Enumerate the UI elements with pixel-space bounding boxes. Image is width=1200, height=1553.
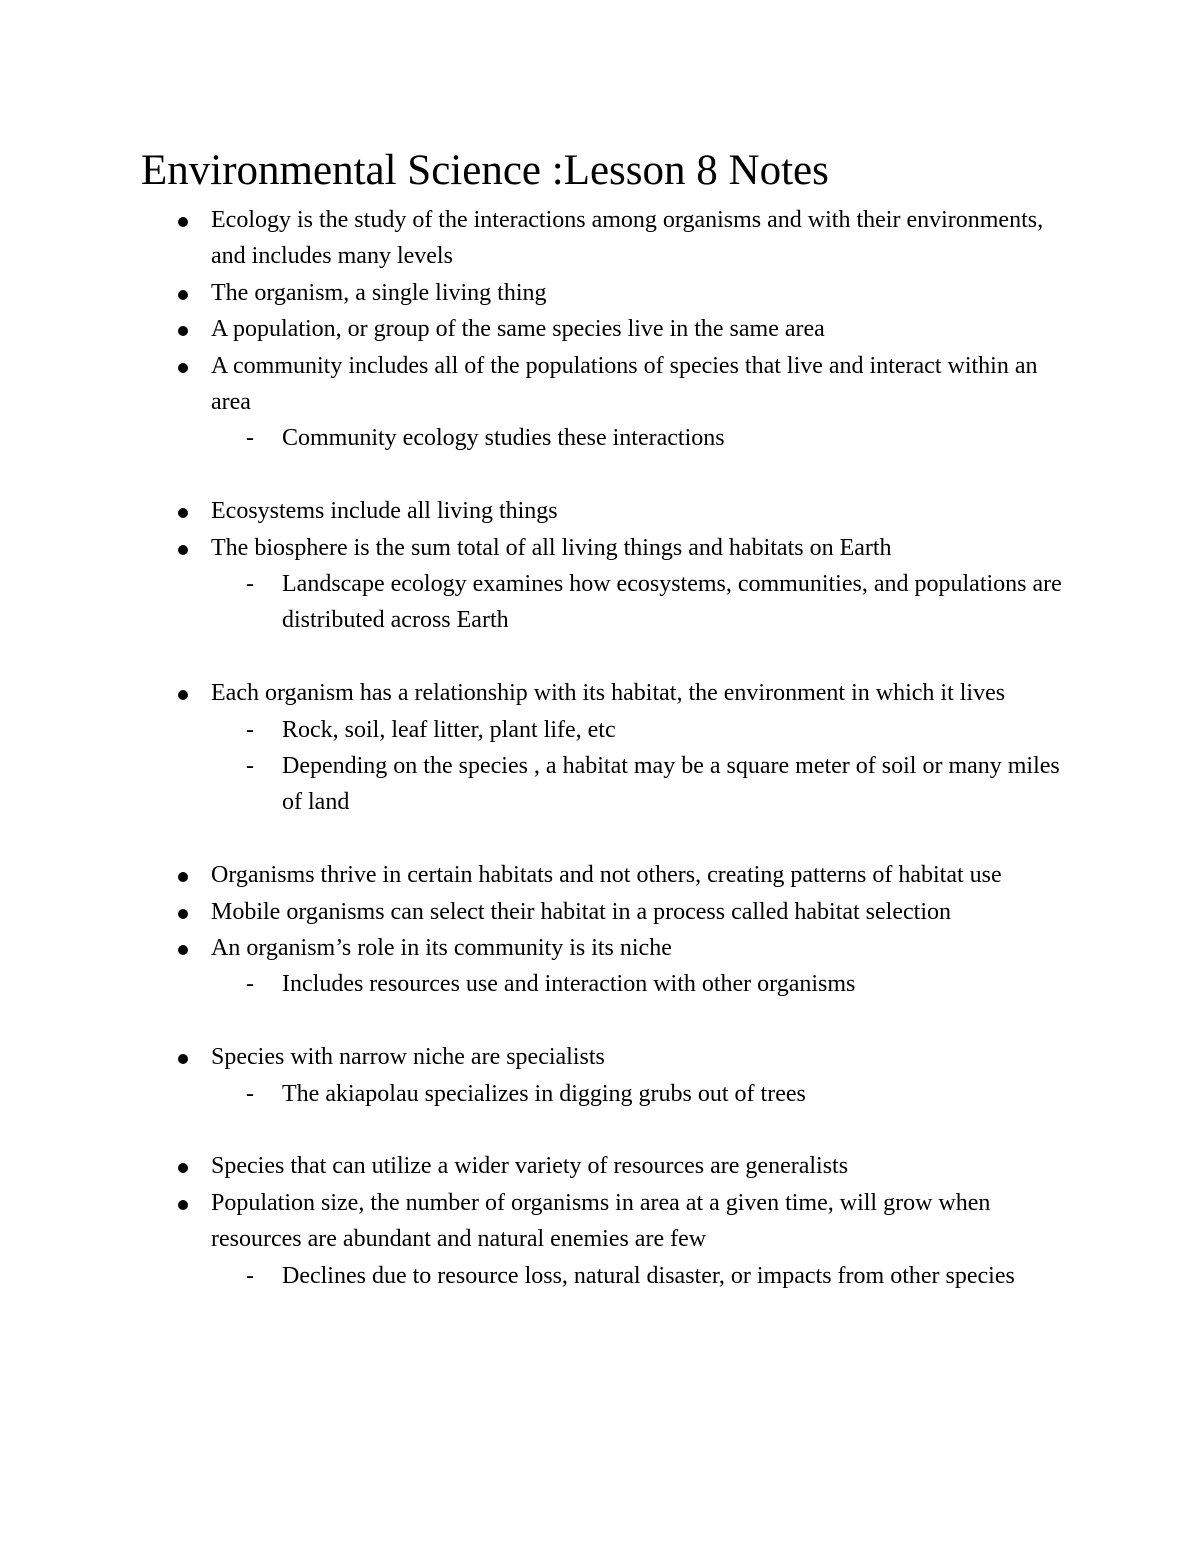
- sub-list-item: [0, 966, 1062, 1002]
- list-item: [0, 493, 1061, 529]
- dash-marker: -: [246, 571, 254, 598]
- dash-marker: -: [246, 716, 254, 743]
- list-item: [0, 348, 1061, 421]
- sub-list-item-text: Declines due to resource loss, natural disaster, or impacts from other species: [282, 1262, 1015, 1289]
- dash-marker: -: [246, 971, 254, 998]
- list-item: [0, 894, 1061, 930]
- list-item: [0, 311, 1061, 347]
- sub-list-item: [0, 566, 1062, 639]
- list-item-text: Organisms thrive in certain habitats and not others, creating patterns of habitat use: [211, 862, 1002, 889]
- list-item-text: The biosphere is the sum total of all living things and habitats on Earth: [211, 534, 892, 561]
- notes-list: [0, 202, 1200, 1294]
- list-item: [0, 857, 1061, 893]
- sub-list-item-text: Includes resources use and interaction with other organisms: [282, 971, 856, 998]
- list-item-text: Species with narrow niche are specialists: [211, 1044, 605, 1071]
- dash-marker: -: [246, 1262, 254, 1289]
- bullet-icon: [178, 1054, 188, 1064]
- sub-list-item-text: Rock, soil, leaf litter, plant life, etc: [282, 716, 616, 743]
- sub-list-item: [0, 1258, 1062, 1294]
- bullet-icon: [178, 945, 188, 955]
- bullet-icon: [178, 326, 188, 336]
- bullet-icon: [178, 290, 188, 300]
- list-item: [0, 1148, 1061, 1184]
- list-item: [0, 1039, 1061, 1075]
- list-item: [0, 675, 1061, 711]
- bullet-icon: [178, 363, 188, 373]
- bullet-icon: [178, 1200, 188, 1210]
- bullet-icon: [178, 545, 188, 555]
- sub-list-item: [0, 712, 1062, 748]
- list-item: [0, 1185, 1061, 1258]
- list-item-text: Mobile organisms can select their habitat in a process called habitat selection: [211, 898, 951, 925]
- sub-list-item: [0, 1076, 1062, 1112]
- bullet-icon: [178, 690, 188, 700]
- page-title: Environmental Science :Lesson 8 Notes: [141, 147, 829, 194]
- list-item: [0, 530, 1061, 566]
- list-item-text: Ecology is the study of the interactions among organisms and with their environments, and includes many levels: [211, 207, 1044, 270]
- list-item-text: An organism’s role in its community is its niche: [211, 935, 672, 962]
- list-item: [0, 202, 1061, 275]
- bullet-icon: [178, 1163, 188, 1173]
- sub-list-item: [0, 420, 1062, 456]
- dash-marker: -: [246, 1080, 254, 1107]
- list-item-text: Each organism has a relationship with its habitat, the environment in which it lives: [211, 680, 1006, 707]
- list-item: [0, 275, 1061, 311]
- dash-marker: -: [246, 753, 254, 780]
- list-item-text: The organism, a single living thing: [211, 279, 547, 306]
- list-item: [0, 930, 1061, 966]
- sub-list-item-text: Depending on the species , a habitat may be a square meter of soil or many miles of land: [282, 753, 1060, 816]
- bullet-icon: [178, 508, 188, 518]
- list-item-text: A population, or group of the same species live in the same area: [211, 316, 825, 343]
- bullet-icon: [178, 217, 188, 227]
- list-item-text: Population size, the number of organisms in area at a given time, will grow when resources are abundant and natural enemies are few: [211, 1189, 991, 1253]
- sub-list-item-text: Community ecology studies these interactions: [282, 425, 725, 452]
- sub-list-item-text: Landscape ecology examines how ecosystems, communities, and populations are distributed across Earth: [282, 571, 1062, 634]
- dash-marker: -: [246, 425, 254, 452]
- list-item-text: Species that can utilize a wider variety of resources are generalists: [211, 1153, 849, 1180]
- list-item-text: A community includes all of the populations of species that live and interact within an area: [211, 352, 1038, 416]
- list-item-text: Ecosystems include all living things: [211, 498, 558, 525]
- sub-list-item: [0, 748, 1062, 821]
- bullet-icon: [178, 909, 188, 919]
- bullet-icon: [178, 872, 188, 882]
- sub-list-item-text: The akiapolau specializes in digging grubs out of trees: [282, 1080, 806, 1107]
